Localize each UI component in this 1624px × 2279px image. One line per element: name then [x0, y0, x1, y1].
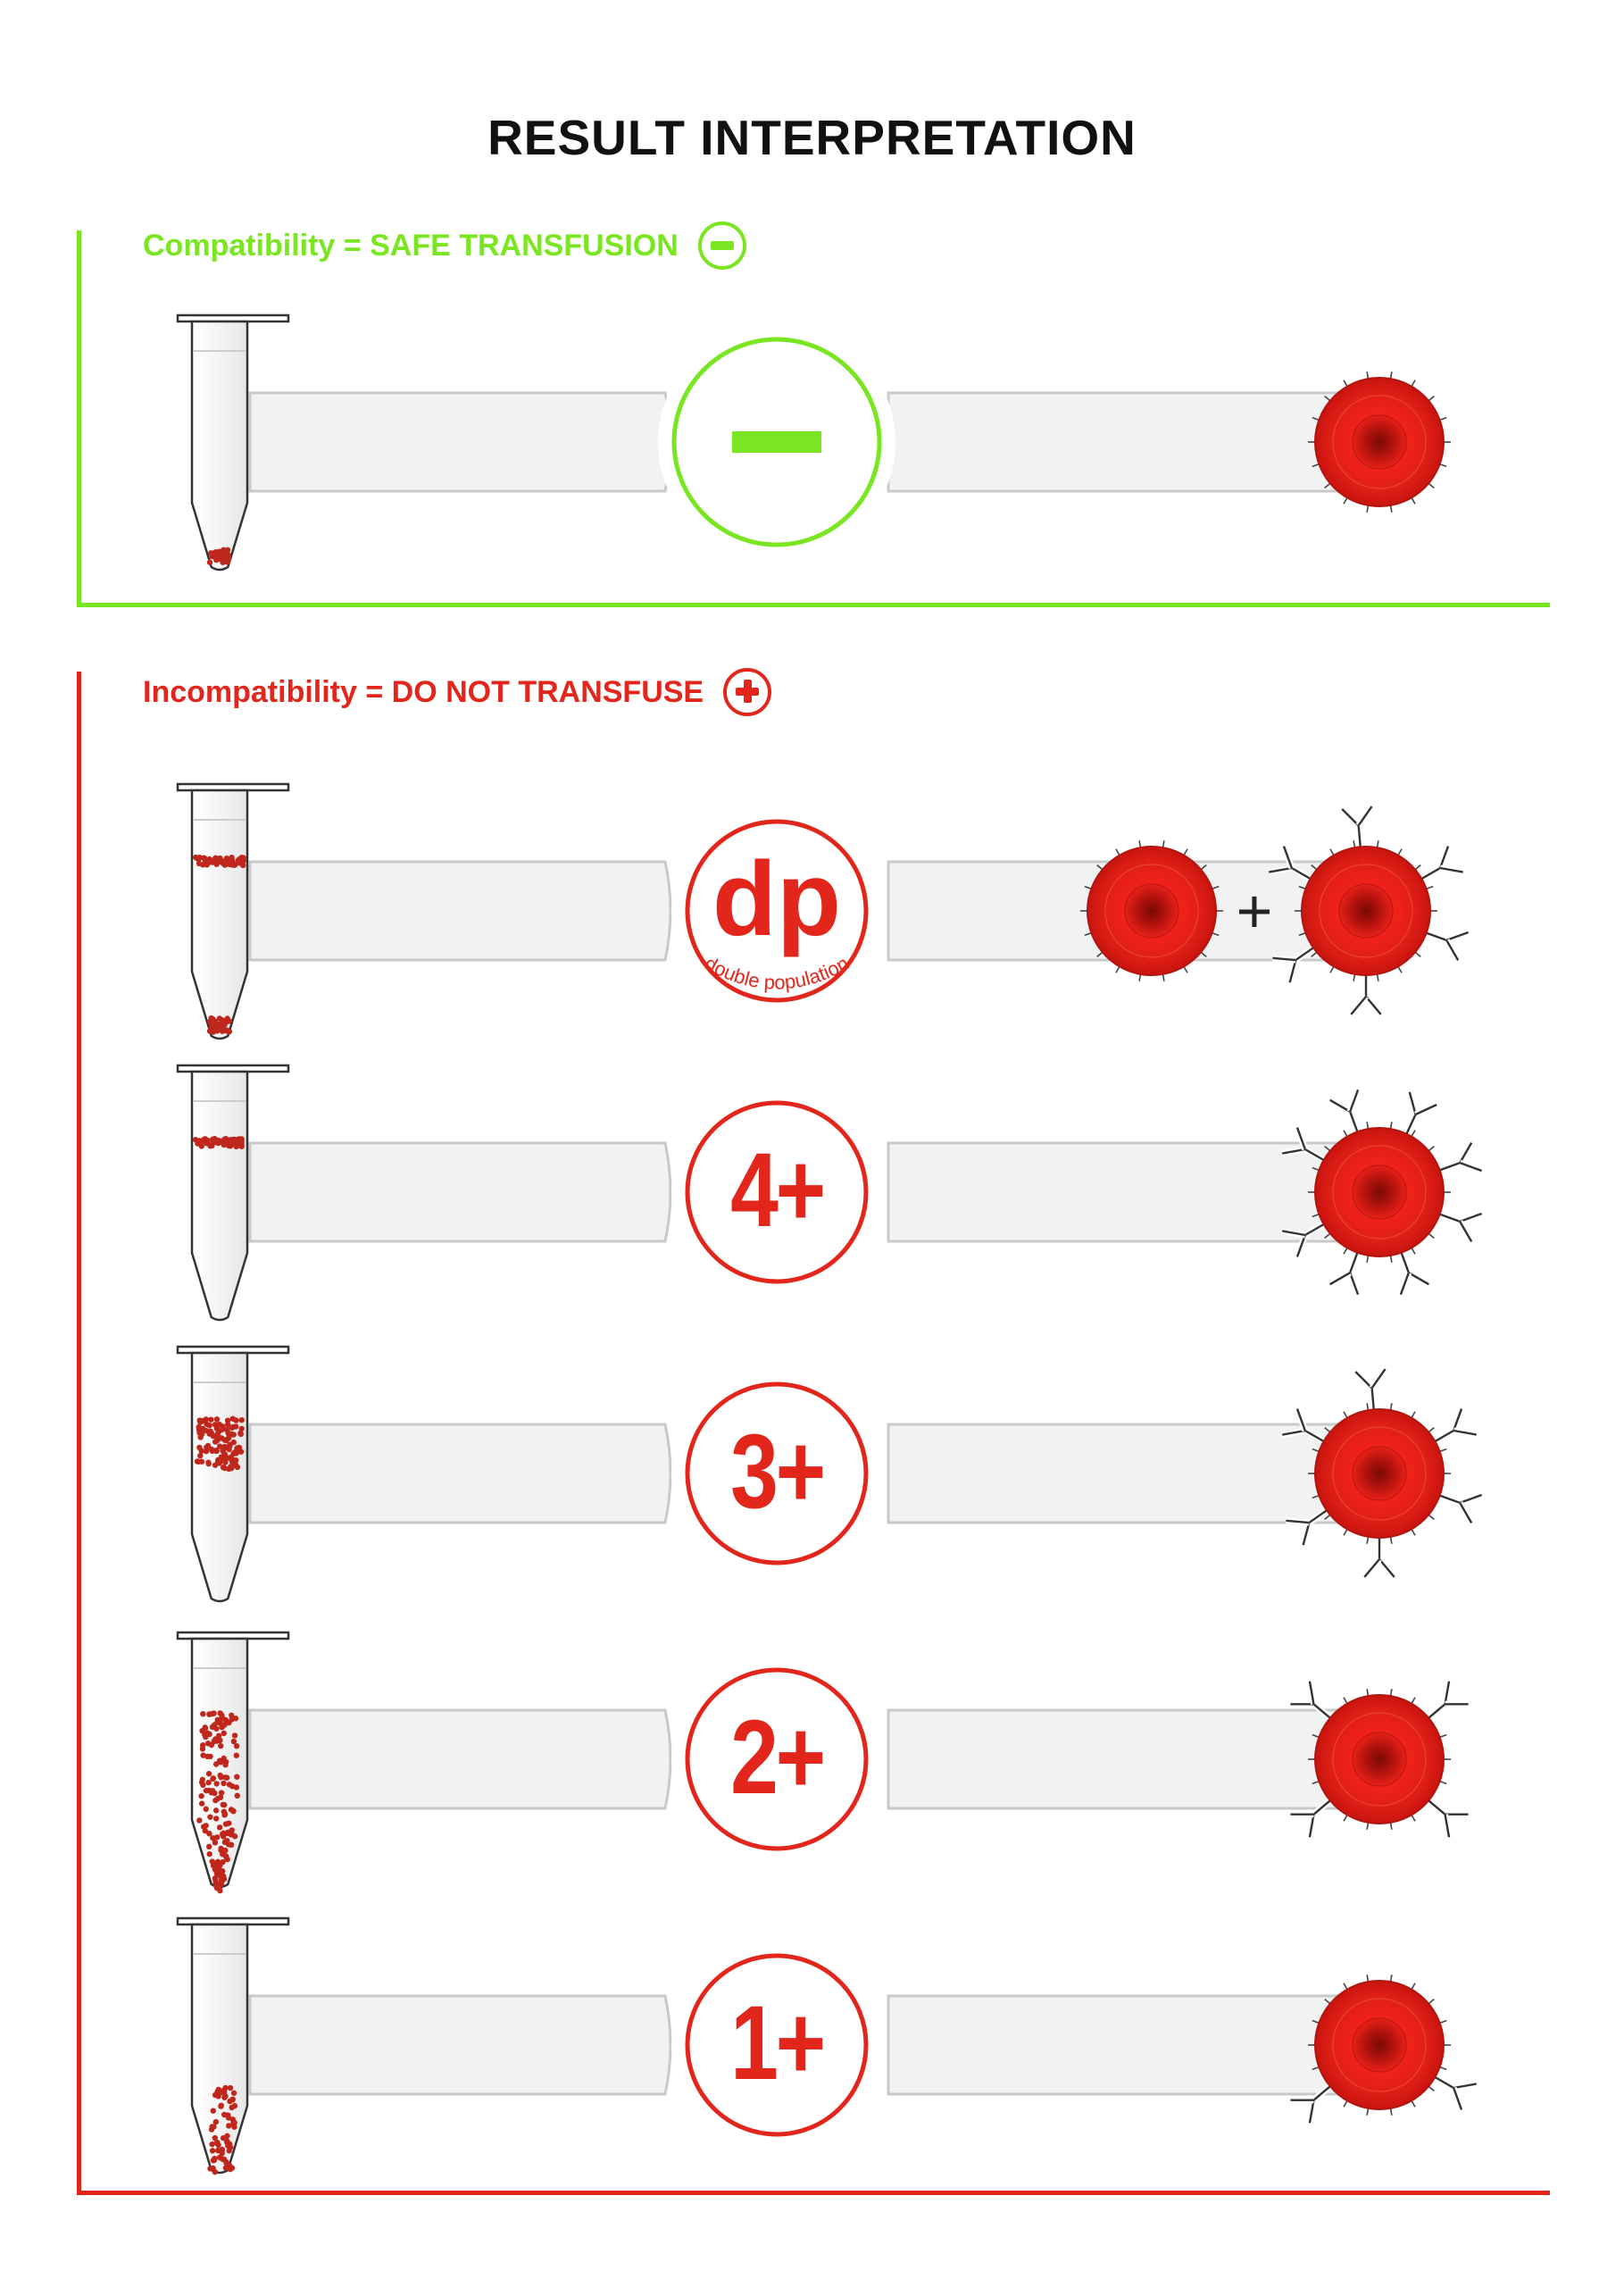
incompatibility-frame-bottom: [77, 2191, 1550, 2195]
result-row-negative: [0, 290, 1624, 576]
connector-bar: [250, 1424, 670, 1523]
result-caption: double population: [701, 951, 853, 994]
result-row-dp: [0, 759, 1624, 1045]
incompatibility-heading: [143, 668, 771, 716]
cell-body: [1087, 847, 1216, 975]
tube-body: [192, 321, 247, 570]
result-label-dp: dp: [712, 840, 842, 958]
red-blood-cell: [1282, 1089, 1481, 1294]
tube-body: [192, 1924, 247, 2173]
connector-bar: [888, 393, 1345, 491]
minus-text: [732, 413, 821, 467]
cell-body: [1315, 1409, 1444, 1538]
compatibility-heading: [143, 221, 746, 270]
plus-icon: [723, 668, 771, 716]
tube-body: [192, 1353, 247, 1601]
connector-bar: [888, 1996, 1345, 2094]
connector-bar: [888, 1424, 1345, 1523]
compatibility-frame-bottom: [77, 603, 1550, 607]
compatibility-heading-text: Compatibility = SAFE TRANSFUSION: [143, 228, 679, 263]
connector-bar: [888, 1143, 1345, 1241]
page-title: RESULT INTERPRETATION: [487, 110, 1137, 165]
tube-body: [192, 1072, 247, 1320]
connector-bar: [250, 393, 670, 491]
cell-body: [1315, 1981, 1444, 2109]
tube-body: [192, 790, 247, 1039]
result-label-2plus: 2+: [730, 1699, 823, 1816]
connector-bar: [888, 1710, 1345, 1808]
red-blood-cell: [1269, 806, 1468, 1014]
result-row-2plus: [0, 1607, 1624, 1893]
cell-body: [1302, 847, 1430, 975]
result-label-negative: [732, 413, 821, 467]
plus-sign: +: [1236, 876, 1273, 946]
red-blood-cell: [1290, 1682, 1468, 1838]
connector-bar: [250, 1710, 670, 1808]
connector-bar: [250, 1143, 670, 1241]
result-label-4plus: 4+: [730, 1131, 823, 1249]
result-row-1plus: [0, 1893, 1624, 2179]
minus-icon: [698, 221, 746, 270]
connector-bar: [250, 862, 670, 960]
result-label-3plus: 3+: [730, 1413, 823, 1531]
cell-body: [1315, 378, 1444, 506]
result-label-1plus: 1+: [730, 1984, 823, 2102]
cell-body: [1315, 1128, 1444, 1256]
result-row-3plus: [0, 1322, 1624, 1607]
cell-body: [1315, 1695, 1444, 1824]
result-row-4plus: [0, 1040, 1624, 1326]
incompatibility-heading-text: Incompatibility = DO NOT TRANSFUSE: [143, 674, 704, 709]
connector-bar: [250, 1996, 670, 2094]
red-blood-cell: [1282, 1369, 1481, 1577]
